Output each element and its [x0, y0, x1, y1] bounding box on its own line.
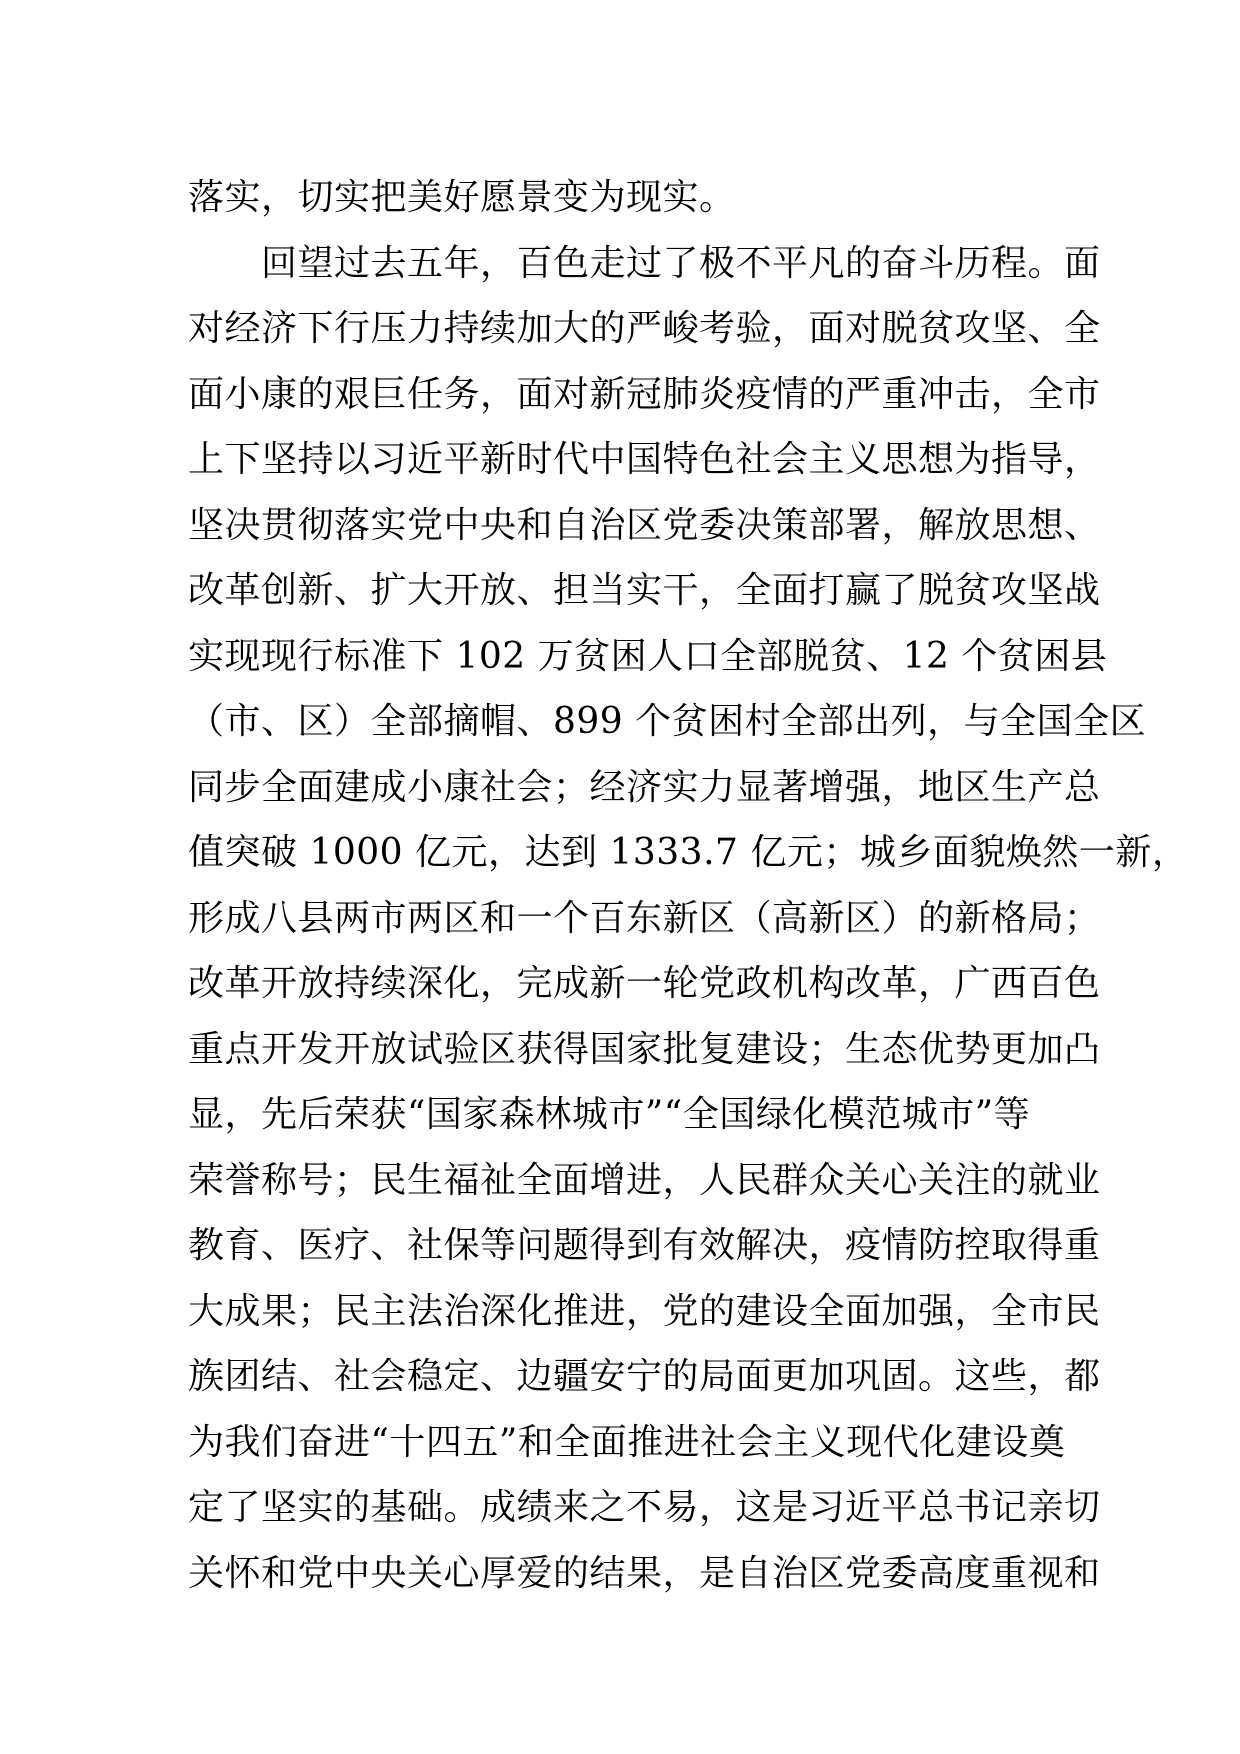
text-line: 大成果；民主法治深化推进，党的建设全面加强，全市民 [188, 1290, 1101, 1332]
text-line: 教育、医疗、社保等问题得到有效解决，疫情防控取得重 [188, 1225, 1101, 1266]
text-line: 改革创新、扩大开放、担当实干，全面打赢了脱贫攻坚战 [188, 570, 1101, 611]
text-line: 族团结、社会稳定、边疆安宁的局面更加巩固。这些，都 [188, 1356, 1101, 1397]
text-line: 同步全面建成小康社会；经济实力显著增强，地区生产总 [188, 766, 1101, 808]
text-line: 值突破 1000 亿元，达到 1333.7 亿元；城乡面貌焕然一新， [188, 832, 1189, 873]
text-line: 关怀和党中央关心厚爱的结果，是自治区党委高度重视和 [188, 1552, 1101, 1594]
text-line: 上下坚持以习近平新时代中国特色社会主义思想为指导， [188, 439, 1101, 480]
text-line: 定了坚实的基础。成绩来之不易，这是习近平总书记亲切 [188, 1487, 1101, 1528]
text-line: 形成八县两市两区和一个百东新区（高新区）的新格局； [188, 897, 1101, 939]
text-line: （市、区）全部摘帽、899 个贫困村全部出列，与全国全区 [188, 701, 1147, 742]
text-line: 坚决贯彻落实党中央和自治区党委决策部署，解放思想、 [188, 504, 1101, 546]
text-line: 实现现行标准下 102 万贫困人口全部脱贫、12 个贫困县 [188, 635, 1108, 677]
text-line: 改革开放持续深化，完成新一轮党政机构改革，广西百色 [188, 963, 1101, 1004]
text-line: 落实，切实把美好愿景变为现实。 [188, 177, 736, 218]
text-line: 荣誉称号；民生福祉全面增进，人民群众关心关注的就业 [188, 1159, 1101, 1201]
text-line: 对经济下行压力持续加大的严峻考验，面对脱贫攻坚、全 [188, 308, 1101, 349]
text-line: 显，先后荣获“国家森林城市”“全国绿化模范城市”等 [188, 1094, 1031, 1135]
body-text [188, 165, 1189, 1606]
text-line: 重点开发开放试验区获得国家批复建设；生态优势更加凸 [188, 1028, 1101, 1070]
text-line: 回望过去五年，百色走过了极不平凡的奋斗历程。面 [188, 242, 1101, 284]
text-line: 为我们奋进“十四五”和全面推进社会主义现代化建设奠 [188, 1421, 1066, 1463]
text-line: 面小康的艰巨任务，面对新冠肺炎疫情的严重冲击，全市 [188, 373, 1101, 415]
